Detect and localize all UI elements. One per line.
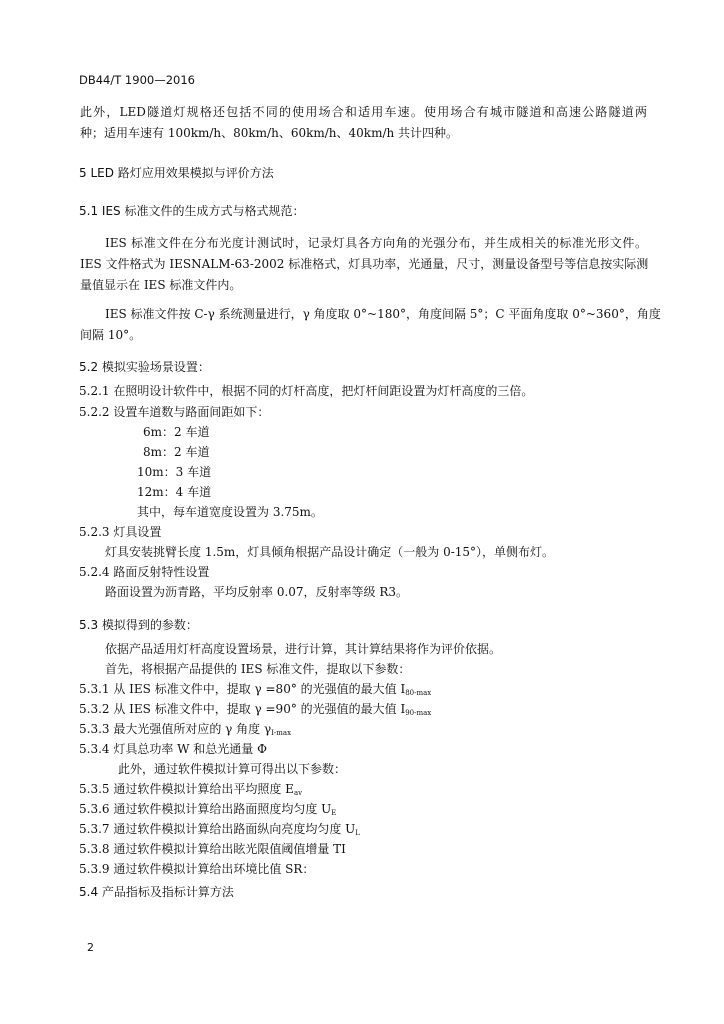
clause-5-3-7-text: 5.3.7 通过软件模拟计算给出路面纵向亮度均匀度 U (79, 822, 356, 836)
clause-5-3-2-subscript: 90-max (405, 709, 432, 717)
clause-5-3-6-subscript: E (331, 809, 337, 817)
clause-5-3-3-subscript: I-max (271, 729, 292, 737)
document-code: DB44/T 1900—2016 (79, 73, 195, 87)
clause-5-3-7 (79, 821, 360, 841)
paragraph-intro-line-1: 此外，LED隧道灯规格还包括不同的使用场合和适用车速。使用场合有城市隧道和高速公路隧道两 (80, 105, 647, 119)
clause-5-3-4-text: 5.3.4 灯具总功率 W 和总光通量 Φ (79, 742, 267, 756)
section-5-3-heading: 5.3 模拟得到的参数： (79, 618, 198, 632)
section-5-3-intro-2: 首先，将根据产品提供的 IES 标准文件，提取以下参数： (105, 662, 411, 676)
clause-5-2-3-text: 灯具安装挑臂长度 1.5m，灯具倾角根据产品设计确定（一般为 0-15°），单侧布灯。 (105, 545, 555, 559)
lane-width-note: 其中，每车道宽度设置为 3.75m。 (137, 505, 323, 519)
page-number: 2 (87, 941, 94, 954)
clause-5-3-8 (79, 841, 346, 857)
clause-5-3-3-text: 5.3.3 最大光强值所对应的 γ 角度 γ (79, 722, 272, 736)
clause-5-2-1: 5.2.1 在照明设计软件中，根据不同的灯杆高度，把灯杆间距设置为灯杆高度的三倍。 (79, 384, 534, 398)
section-5-3-intro-3: 此外，通过软件模拟计算可得出以下参数： (118, 762, 347, 776)
lane-config-6m: 6m：2 车道 (143, 425, 210, 439)
section-5-4-heading: 5.4 产品指标及指标计算方法 (79, 885, 234, 899)
paragraph-intro-line-2: 种；适用车速有 100km/h、80km/h、60km/h、40km/h 共计四种。 (80, 126, 459, 140)
lane-config-8m: 8m：2 车道 (143, 445, 210, 459)
section-5-1-p2-line-2: 间隔 10°。 (80, 328, 142, 342)
section-5-1-heading: 5.1 IES 标准文件的生成方式与格式规范： (79, 204, 305, 218)
clause-5-2-3-title: 5.2.3 灯具设置 (79, 525, 162, 539)
section-5-1-p1-line-1: IES 标准文件在分布光度计测试时，记录灯具各方向角的光强分布，并生成相关的标准光形文件。 (105, 236, 647, 250)
clause-5-3-5-subscript: av (293, 789, 303, 797)
section-5-2-heading: 5.2 模拟实验场景设置： (79, 360, 210, 374)
clause-5-3-6-text: 5.3.6 通过软件模拟计算给出路面照度均匀度 U (79, 802, 332, 816)
clause-5-3-9-text: 5.3.9 通过软件模拟计算给出环境比值 SR： (79, 862, 315, 876)
clause-5-3-1-subscript: 80-max (405, 689, 432, 697)
lane-config-10m: 10m：3 车道 (137, 465, 212, 479)
clause-5-3-8-text: 5.3.8 通过软件模拟计算给出眩光限值阈值增量 TI (79, 842, 346, 856)
section-5-3-intro-1: 依据产品适用灯杆高度设置场景，进行计算，其计算结果将作为评价依据。 (105, 642, 502, 656)
clause-5-3-2 (79, 701, 431, 721)
clause-5-3-9 (79, 861, 314, 877)
clause-5-2-4-text: 路面设置为沥青路，平均反射率 0.07，反射率等级 R3。 (105, 585, 409, 599)
clause-5-3-5 (79, 781, 302, 801)
clause-5-3-7-subscript: L (355, 829, 360, 837)
clause-5-3-5-text: 5.3.5 通过软件模拟计算给出平均照度 E (79, 782, 294, 796)
section-5-1-p1-line-3: 量值显示在 IES 标准文件内。 (80, 278, 242, 292)
clause-5-2-4-title: 5.2.4 路面反射特性设置 (79, 565, 210, 579)
section-5-1-p1-line-2: IES 文件格式为 IESNALM-63-2002 标准格式，灯具功率，光通量，尺寸，测量设备型号等信息按实际测 (80, 257, 649, 271)
clause-5-3-4 (79, 741, 267, 757)
clause-5-3-3 (79, 721, 291, 741)
section-5-1-p2-line-1: IES 标准文件按 C-γ 系统测量进行，γ 角度取 0°~180°，角度间隔 5°；C 平面角度取 0°~360°，角度 (105, 307, 661, 321)
lane-config-12m: 12m：4 车道 (137, 485, 212, 499)
clause-5-2-2: 5.2.2 设置车道数与路面间距如下： (79, 405, 270, 419)
clause-5-3-1-text: 5.3.1 从 IES 标准文件中，提取 γ =80° 的光强值的最大值 I (79, 682, 406, 696)
section-5-heading: 5 LED 路灯应用效果模拟与评价方法 (79, 166, 274, 180)
clause-5-3-1 (79, 681, 431, 701)
clause-5-3-2-text: 5.3.2 从 IES 标准文件中，提取 γ =90° 的光强值的最大值 I (79, 702, 406, 716)
clause-5-3-6 (79, 801, 336, 821)
